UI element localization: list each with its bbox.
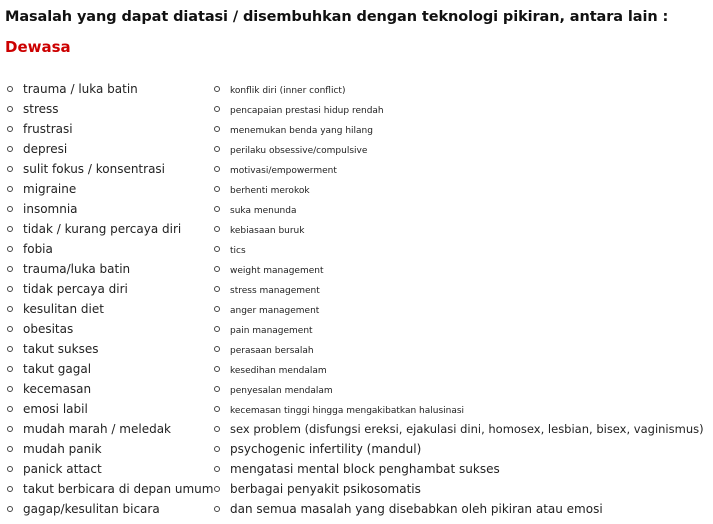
bullet-icon: [7, 86, 13, 92]
list-item-text: anger management: [230, 306, 320, 316]
list-item-text: menemukan benda yang hilang: [230, 126, 373, 136]
list-item-text: kebiasaan buruk: [230, 226, 305, 236]
list-item-text: stress: [23, 102, 59, 116]
bullet-icon: [7, 226, 13, 232]
bullet-icon: [7, 106, 13, 112]
list-item: [214, 479, 704, 499]
list-item-text: weight management: [230, 266, 324, 276]
list-item-text: takut sukses: [23, 342, 99, 356]
bullet-icon: [214, 506, 220, 512]
list-item-text: migraine: [23, 182, 77, 196]
list-item: [7, 239, 213, 259]
bullet-icon: [7, 306, 13, 312]
list-item-text: kecemasan tinggi hingga mengakibatkan halusinasi: [230, 406, 465, 416]
list-item: [214, 179, 704, 199]
list-item-text: suka menunda: [230, 206, 297, 216]
bullet-icon: [7, 186, 13, 192]
bullet-icon: [214, 366, 220, 372]
list-item: [7, 399, 213, 419]
list-item-text: sulit fokus / konsentrasi: [23, 162, 166, 176]
list-item-text: tics: [230, 246, 246, 256]
list-item-text: tidak / kurang percaya diri: [23, 222, 182, 236]
bullet-icon: [7, 426, 13, 432]
bullet-icon: [214, 486, 220, 492]
list-item: [214, 99, 704, 119]
bullet-icon: [7, 166, 13, 172]
bullet-icon: [7, 146, 13, 152]
list-item-text: trauma / luka batin: [23, 82, 138, 96]
list-item-text: konflik diri (inner conflict): [230, 86, 346, 96]
list-item-text: trauma/luka batin: [23, 262, 131, 276]
list-item: [7, 359, 213, 379]
bullet-icon: [214, 306, 220, 312]
list-item: [7, 159, 213, 179]
bullet-icon: [214, 106, 220, 112]
bullet-icon: [214, 166, 220, 172]
list-item: [7, 419, 213, 439]
list-item: [7, 179, 213, 199]
bullet-icon: [7, 266, 13, 272]
bullet-icon: [214, 246, 220, 252]
list-item-text: dan semua masalah yang disebabkan oleh pikiran atau emosi: [230, 502, 603, 516]
list-item-text: emosi labil: [23, 402, 88, 416]
list-item: [214, 379, 704, 399]
bullet-icon: [7, 246, 13, 252]
list-item-text: takut berbicara di depan umum: [23, 482, 214, 496]
list-item: [7, 499, 213, 519]
list-item-text: mudah marah / meledak: [23, 422, 172, 436]
list-item: [7, 199, 213, 219]
list-item: [214, 259, 704, 279]
list-item: [7, 99, 213, 119]
list-item: [7, 319, 213, 339]
bullet-icon: [214, 426, 220, 432]
bullet-icon: [7, 406, 13, 412]
bullet-icon: [214, 466, 220, 472]
list-item: [7, 119, 213, 139]
bullet-icon: [7, 346, 13, 352]
bullet-icon: [214, 446, 220, 452]
list-item: [7, 339, 213, 359]
list-item-text: pain management: [230, 326, 313, 336]
list-item: [214, 159, 704, 179]
bullet-icon: [214, 406, 220, 412]
list-item: [7, 79, 213, 99]
section-title-dewasa: Dewasa: [5, 38, 71, 56]
list-item: [214, 419, 704, 439]
bullet-icon: [214, 86, 220, 92]
bullet-icon: [7, 466, 13, 472]
list-item: [214, 359, 704, 379]
bullet-icon: [7, 326, 13, 332]
list-item-text: takut gagal: [23, 362, 92, 376]
bullet-icon: [214, 146, 220, 152]
list-item: [7, 479, 213, 499]
list-item: [7, 259, 213, 279]
list-item: [214, 319, 704, 339]
list-right: [214, 79, 704, 519]
list-item-text: berhenti merokok: [230, 186, 310, 196]
list-item-text: penyesalan mendalam: [230, 386, 333, 396]
bullet-icon: [7, 486, 13, 492]
list-item: [214, 139, 704, 159]
list-left: [7, 79, 213, 519]
bullet-icon: [7, 506, 13, 512]
list-item: [214, 499, 704, 519]
list-item: [214, 119, 704, 139]
list-item-text: frustrasi: [23, 122, 73, 136]
bullet-icon: [214, 286, 220, 292]
list-item: [7, 299, 213, 319]
list-item: [214, 439, 704, 459]
list-item-text: motivasi/empowerment: [230, 166, 337, 176]
bullet-icon: [214, 186, 220, 192]
bullet-icon: [214, 386, 220, 392]
list-item-text: berbagai penyakit psikosomatis: [230, 482, 421, 496]
list-item-text: pencapaian prestasi hidup rendah: [230, 106, 384, 116]
list-item-text: kesulitan diet: [23, 302, 104, 316]
list-item-text: gagap/kesulitan bicara: [23, 502, 160, 516]
bullet-icon: [214, 206, 220, 212]
list-item: [7, 219, 213, 239]
list-item-text: kecemasan: [23, 382, 92, 396]
list-item-text: obesitas: [23, 322, 74, 336]
page-heading: Masalah yang dapat diatasi / disembuhkan dengan teknologi pikiran, antara lain :: [5, 9, 669, 25]
list-item-text: insomnia: [23, 202, 78, 216]
list-item: [7, 439, 213, 459]
list-item: [214, 219, 704, 239]
list-item-text: psychogenic infertility (mandul): [230, 442, 422, 456]
list-item: [7, 459, 213, 479]
list-item: [214, 339, 704, 359]
bullet-icon: [214, 346, 220, 352]
list-item: [7, 379, 213, 399]
list-item-text: depresi: [23, 142, 68, 156]
list-item-text: stress management: [230, 286, 320, 296]
list-item: [214, 299, 704, 319]
list-item: [214, 239, 704, 259]
list-item-text: tidak percaya diri: [23, 282, 128, 296]
list-item-text: mudah panik: [23, 442, 102, 456]
bullet-icon: [7, 286, 13, 292]
bullet-icon: [7, 206, 13, 212]
list-item-text: mengatasi mental block penghambat sukses: [230, 462, 500, 476]
list-item-text: kesedihan mendalam: [230, 366, 327, 376]
list-item: [7, 139, 213, 159]
list-item: [214, 459, 704, 479]
bullet-icon: [214, 226, 220, 232]
list-item: [214, 279, 704, 299]
list-item-text: perasaan bersalah: [230, 346, 314, 356]
bullet-icon: [7, 366, 13, 372]
list-item-text: perilaku obsessive/compulsive: [230, 146, 368, 156]
list-item-text: sex problem (disfungsi ereksi, ejakulasi dini, homosex, lesbian, bisex, vaginismus): [230, 422, 704, 436]
list-item: [214, 399, 704, 419]
list-item: [7, 279, 213, 299]
bullet-icon: [214, 126, 220, 132]
bullet-icon: [214, 266, 220, 272]
bullet-icon: [7, 126, 13, 132]
bullet-icon: [7, 446, 13, 452]
bullet-icon: [214, 326, 220, 332]
list-item-text: fobia: [23, 242, 53, 256]
list-item: [214, 199, 704, 219]
bullet-icon: [7, 386, 13, 392]
list-item-text: panick attact: [23, 462, 102, 476]
list-item: [214, 79, 704, 99]
